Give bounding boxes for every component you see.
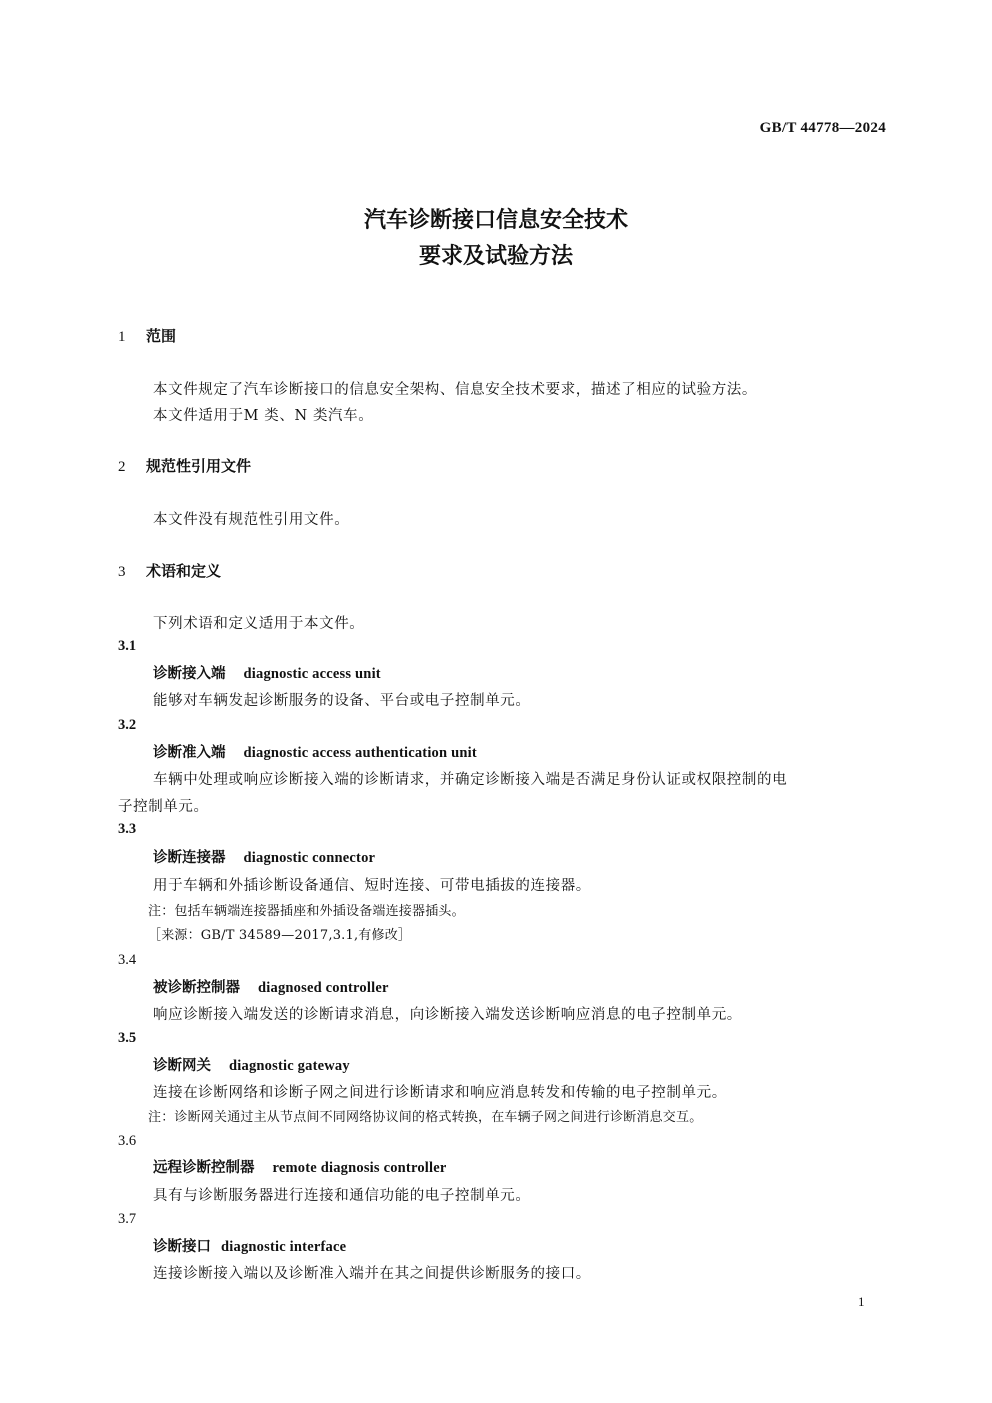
term-definition: 用于车辆和外插诊断设备通信、短时连接、可带电插拔的连接器。 [153,878,591,894]
section-heading-normative [118,455,251,476]
term-zh: 远程诊断控制器 [153,1160,255,1176]
term-definition: 能够对车辆发起诊断服务的设备、平台或电子控制单元。 [153,693,531,709]
term-definition: 车辆中处理或响应诊断接入端的诊断请求，并确定诊断接入端是否满足身份认证或权限控制的电 [153,772,788,788]
term-number: 3.3 [118,821,137,837]
section-number: 1 [118,329,126,345]
term-number: 3.1 [118,638,137,654]
term-definition: 响应诊断接入端发送的诊断请求消息，向诊断接入端发送诊断响应消息的电子控制单元。 [153,1007,742,1023]
term-zh: 诊断接入端 [153,666,226,682]
term-heading [153,1156,447,1177]
document-title-line2: 要求及试验方法 [418,244,573,269]
term-en: remote diagnosis controller [272,1160,447,1176]
scope-paragraph-2: 本文件适用于M 类、N 类汽车。 [153,408,374,424]
term-definition: 连接诊断接入端以及诊断准入端并在其之间提供诊断服务的接口。 [153,1266,591,1282]
term-definition: 具有与诊断服务器进行连接和通信功能的电子控制单元。 [153,1188,531,1204]
term-en: diagnosed controller [258,980,389,996]
term-heading [153,846,375,867]
term-heading [153,1235,346,1256]
term-zh: 被诊断控制器 [153,980,240,996]
section-title: 范围 [146,327,177,345]
section-title: 规范性引用文件 [146,457,252,475]
term-heading [153,662,381,683]
term-en: diagnostic access authentication unit [243,745,477,761]
term-en: diagnostic interface [221,1239,347,1255]
section-number: 2 [118,459,126,475]
term-en: diagnostic connector [243,850,376,866]
term-definition: 连接在诊断网络和诊断子网之间进行诊断请求和响应消息转发和传输的电子控制单元。 [153,1085,727,1101]
normative-paragraph: 本文件没有规范性引用文件。 [153,512,350,528]
term-number: 3.6 [118,1133,137,1149]
term-zh: 诊断网关 [153,1058,211,1074]
term-heading [153,976,389,997]
section-heading-scope [118,325,176,346]
term-en: diagnostic gateway [229,1058,350,1074]
term-definition-continued: 子控制单元。 [118,799,209,815]
section-title: 术语和定义 [146,562,222,580]
term-number: 3.7 [118,1211,137,1227]
term-note: 注：包括车辆端连接器插座和外插设备端连接器插头。 [148,904,465,919]
page-number: 1 [858,1294,865,1309]
term-number: 3.4 [118,952,137,968]
term-source: ［来源：GB/T 34589—2017,3.1,有修改］ [148,928,412,943]
term-en: diagnostic access unit [243,666,381,682]
term-zh: 诊断准入端 [153,745,226,761]
term-zh: 诊断连接器 [153,850,226,866]
section-heading-terms [118,560,221,581]
term-zh: 诊断接口 [153,1239,211,1255]
document-title-line1: 汽车诊断接口信息安全技术 [363,208,628,233]
term-number: 3.5 [118,1030,137,1046]
term-heading [153,741,477,762]
term-number: 3.2 [118,717,137,733]
scope-paragraph-1: 本文件规定了汽车诊断接口的信息安全架构、信息安全技术要求，描述了相应的试验方法。 [153,382,757,398]
term-note: 注：诊断网关通过主从节点间不同网络协议间的格式转换，在车辆子网之间进行诊断消息交互。 [148,1110,703,1125]
term-heading [153,1054,350,1075]
terms-intro: 下列术语和定义适用于本文件。 [153,616,365,632]
section-number: 3 [118,564,126,580]
standard-code: GB/T 44778—2024 [759,120,886,136]
